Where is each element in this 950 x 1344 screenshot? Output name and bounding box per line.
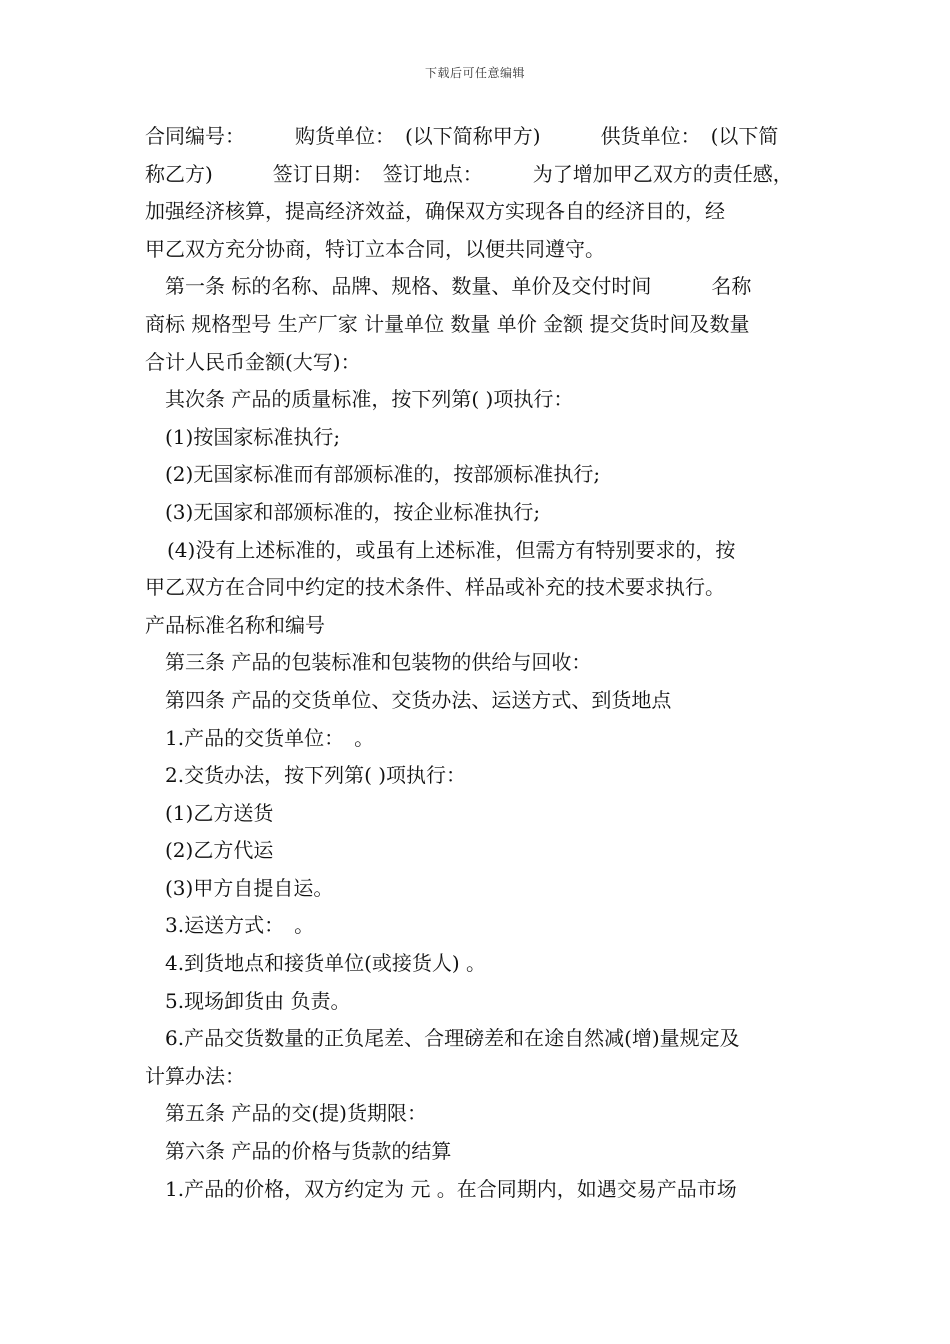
- list-item: (3)甲方自提自运。: [165, 875, 334, 900]
- list-item: (4)没有上述标准的，或虽有上述标准，但需方有特别要求的，按: [167, 537, 736, 562]
- list-item: 1.产品的交货单位： 。: [165, 725, 375, 750]
- list-item: (2)无国家标准而有部颁标准的，按部颁标准执行;: [165, 462, 601, 487]
- article-2-heading: 其次条 产品的质量标准，按下列第( )项执行：: [165, 387, 574, 412]
- list-item: 3.运送方式： 。: [165, 913, 315, 938]
- list-item: 1.产品的价格，双方约定为 元 。在合同期内，如遇交易产品市场: [165, 1176, 737, 1201]
- text-line: 加强经济核算，提高经济效益，确保双方实现各自的经济目的，经: [145, 199, 725, 224]
- list-item: 4.到货地点和接货单位(或接货人) 。: [165, 951, 487, 976]
- list-item: 2.交货办法，按下列第( )项执行：: [165, 763, 467, 788]
- text-line: 合计人民币金额(大写)：: [145, 349, 361, 374]
- text-line: 甲乙双方在合同中约定的技术条件、样品或补充的技术要求执行。: [145, 575, 725, 600]
- page-header: 下载后可任意编辑: [424, 66, 525, 80]
- list-item: (1)按国家标准执行;: [165, 424, 341, 449]
- article-3-heading: 第三条 产品的包装标准和包装物的供给与回收：: [165, 650, 592, 675]
- list-item: 6.产品交货数量的正负尾差、合理磅差和在途自然减(增)量规定及: [165, 1026, 740, 1051]
- text-line: 商标 规格型号 生产厂家 计量单位 数量 单价 金额 提交货时间及数量: [145, 311, 750, 336]
- article-1-heading: 第一条 标的名称、品牌、规格、数量、单价及交付时间 名称: [165, 274, 752, 299]
- article-4-heading: 第四条 产品的交货单位、交货办法、运送方式、到货地点: [165, 687, 672, 712]
- text-line: 产品标准名称和编号: [145, 612, 325, 637]
- text-line: 称乙方) 签订日期： 签订地点： 为了增加甲乙双方的责任感，: [145, 161, 793, 186]
- article-5-heading: 第五条 产品的交(提)货期限：: [165, 1101, 427, 1126]
- text-line: 甲乙双方充分协商，特订立本合同，以便共同遵守。: [145, 236, 605, 261]
- article-6-heading: 第六条 产品的价格与货款的结算: [165, 1139, 452, 1164]
- list-item: (1)乙方送货: [165, 800, 274, 825]
- list-item: (2)乙方代运: [165, 838, 274, 863]
- text-line: 计算办法：: [145, 1063, 245, 1088]
- text-line: 合同编号： 购货单位： (以下简称甲方) 供货单位： (以下简: [145, 124, 779, 148]
- list-item: (3)无国家和部颁标准的，按企业标准执行;: [165, 499, 541, 524]
- list-item: 5.现场卸货由 负责。: [165, 988, 351, 1013]
- contract-body: [145, 118, 815, 1208]
